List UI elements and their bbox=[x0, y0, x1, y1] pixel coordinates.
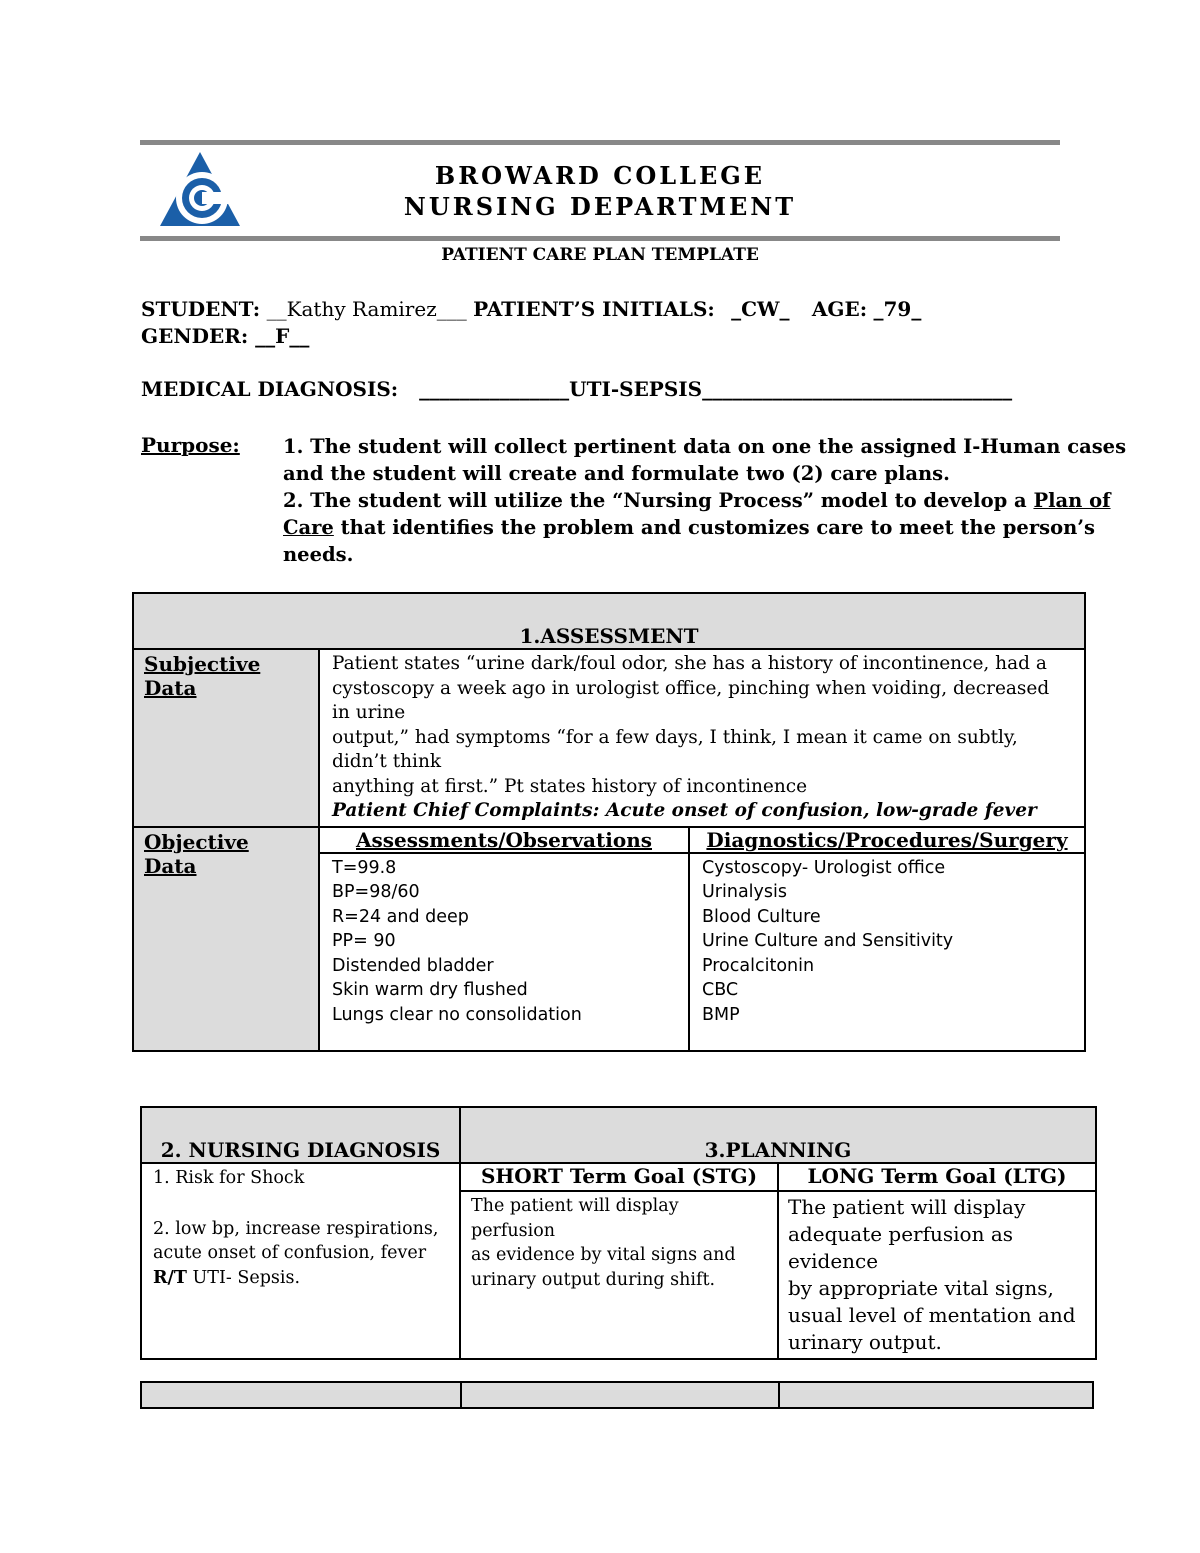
stg-line: as evidence by vital signs and bbox=[471, 1245, 736, 1265]
initials-label: PATIENT’S INITIALS: bbox=[473, 297, 715, 321]
subjective-line: anything at first.” Pt states history of incontinence bbox=[332, 775, 808, 797]
assessment-title-cell bbox=[133, 593, 1085, 649]
subjective-label: Subjective Data bbox=[144, 652, 261, 700]
header-top-rule bbox=[140, 140, 1060, 145]
purpose-text bbox=[283, 433, 1126, 568]
subjective-line: output,” had symptoms “for a few days, I think, I mean it came on subtly, didn’t think bbox=[332, 726, 1018, 772]
diagnostic-item: Blood Culture bbox=[702, 906, 821, 927]
purpose-line-2: and the student will create and formulate two (2) care plans. bbox=[283, 462, 950, 485]
plan-of-care-link-part1: Plan of bbox=[1033, 489, 1111, 512]
stg-cell bbox=[460, 1191, 778, 1359]
subjective-line: cystoscopy a week ago in urologist office, pinching when voiding, decreased in urine bbox=[332, 677, 1050, 723]
subjective-label-cell bbox=[133, 649, 319, 827]
purpose-line-5: needs. bbox=[283, 543, 354, 566]
diagnostic-item: Urinalysis bbox=[702, 882, 787, 902]
observation-item: R=24 and deep bbox=[332, 906, 469, 927]
related-to-label: R/T bbox=[153, 1267, 187, 1288]
observations-header: Assessments/Observations bbox=[319, 827, 689, 853]
assessment-title: 1.ASSESSMENT bbox=[519, 624, 699, 648]
diagnosis-planning-table bbox=[140, 1106, 1097, 1360]
purpose-line-3: 2. The student will utilize the “Nursing Process” model to develop a Plan of bbox=[283, 489, 1111, 512]
ltg-line: urinary output. bbox=[788, 1330, 942, 1354]
broward-college-logo bbox=[158, 150, 242, 230]
diagnostic-item: CBC bbox=[702, 980, 739, 1000]
gender-value: __F__ bbox=[255, 324, 310, 348]
ltg-line: The patient will display bbox=[788, 1195, 1026, 1219]
gender-line bbox=[141, 324, 309, 348]
diagnosis-item-2: 2. low bp, increase respirations, bbox=[153, 1218, 439, 1239]
diagnosis-value: _______________UTI-SEPSIS_______________________________ bbox=[419, 377, 1013, 401]
observations-cell bbox=[319, 853, 689, 1051]
department-name: NURSING DEPARTMENT bbox=[403, 192, 797, 221]
age-label: AGE: bbox=[811, 297, 868, 321]
student-label: STUDENT: bbox=[141, 297, 261, 321]
ltg-header: LONG Term Goal (LTG) bbox=[778, 1163, 1096, 1191]
ltg-line: adequate perfusion as evidence bbox=[788, 1222, 1014, 1273]
objective-label-cell bbox=[133, 827, 319, 1051]
diagnostic-item: BMP bbox=[702, 1004, 740, 1025]
nursing-diagnosis-title: 2. NURSING DIAGNOSIS bbox=[160, 1138, 441, 1162]
objective-label: Objective Data bbox=[144, 829, 249, 878]
diagnostic-item: Procalcitonin bbox=[702, 955, 815, 976]
empty-header-cell bbox=[461, 1382, 779, 1408]
empty-header-cell bbox=[779, 1382, 1093, 1408]
header-bottom-rule bbox=[140, 236, 1060, 241]
ltg-line: by appropriate vital signs, bbox=[788, 1276, 1054, 1300]
observation-item: T=99.8 bbox=[332, 857, 397, 878]
observation-item: Distended bladder bbox=[332, 955, 494, 976]
observation-item: BP=98/60 bbox=[332, 882, 420, 902]
planning-title-cell bbox=[460, 1107, 1096, 1163]
stg-header: SHORT Term Goal (STG) bbox=[460, 1163, 778, 1191]
student-value: __Kathy Ramirez___ bbox=[266, 297, 467, 321]
next-section-table bbox=[140, 1381, 1094, 1409]
initials-value: _CW_ bbox=[731, 297, 790, 321]
observation-item: Lungs clear no consolidation bbox=[332, 1004, 582, 1025]
observation-item: PP= 90 bbox=[332, 931, 396, 951]
subjective-data-cell bbox=[319, 649, 1085, 827]
empty-header-cell bbox=[141, 1382, 461, 1408]
nursing-diagnosis-cell: 1. Risk for Shock 2. low bp, increase respirations, acute onset of confusion, fever R/T UTI- Sepsis. bbox=[141, 1163, 460, 1359]
ltg-line: usual level of mentation and bbox=[788, 1303, 1076, 1327]
diagnostics-header: Diagnostics/Procedures/Surgery bbox=[689, 827, 1085, 853]
observation-item: Skin warm dry flushed bbox=[332, 980, 528, 1000]
purpose-label: Purpose: bbox=[141, 433, 240, 457]
diagnosis-label: MEDICAL DIAGNOSIS: bbox=[141, 377, 399, 401]
template-title: PATIENT CARE PLAN TEMPLATE bbox=[441, 245, 759, 265]
gender-label: GENDER: bbox=[141, 324, 249, 348]
chief-complaints: Patient Chief Complaints: Acute onset of confusion, low-grade fever bbox=[332, 800, 1037, 821]
plan-of-care-link-part2: Care bbox=[283, 516, 334, 539]
medical-diagnosis-line bbox=[141, 377, 1012, 401]
student-info-line bbox=[141, 297, 921, 321]
purpose-line-1: 1. The student will collect pertinent data on one the assigned I-Human cases bbox=[283, 435, 1127, 458]
subjective-line: Patient states “urine dark/foul odor, she has a history of incontinence, had a bbox=[332, 653, 1047, 674]
diagnosis-item-1: 1. Risk for Shock bbox=[153, 1168, 305, 1188]
diagnostic-item: Urine Culture and Sensitivity bbox=[702, 931, 954, 951]
purpose-line-4: Care that identifies the problem and customizes care to meet the person’s bbox=[283, 516, 1096, 539]
assessment-table bbox=[132, 592, 1086, 1052]
nursing-diagnosis-title-cell bbox=[141, 1107, 460, 1163]
diagnostic-item: Cystoscopy- Urologist office bbox=[702, 857, 946, 878]
age-value: _79_ bbox=[873, 297, 922, 321]
diagnostics-cell bbox=[689, 853, 1085, 1051]
planning-title: 3.PLANNING bbox=[704, 1138, 852, 1162]
stg-line: urinary output during shift. bbox=[471, 1269, 716, 1290]
stg-line: The patient will display perfusion bbox=[471, 1196, 679, 1241]
college-name: BROWARD COLLEGE bbox=[434, 161, 766, 190]
ltg-cell bbox=[778, 1191, 1096, 1359]
